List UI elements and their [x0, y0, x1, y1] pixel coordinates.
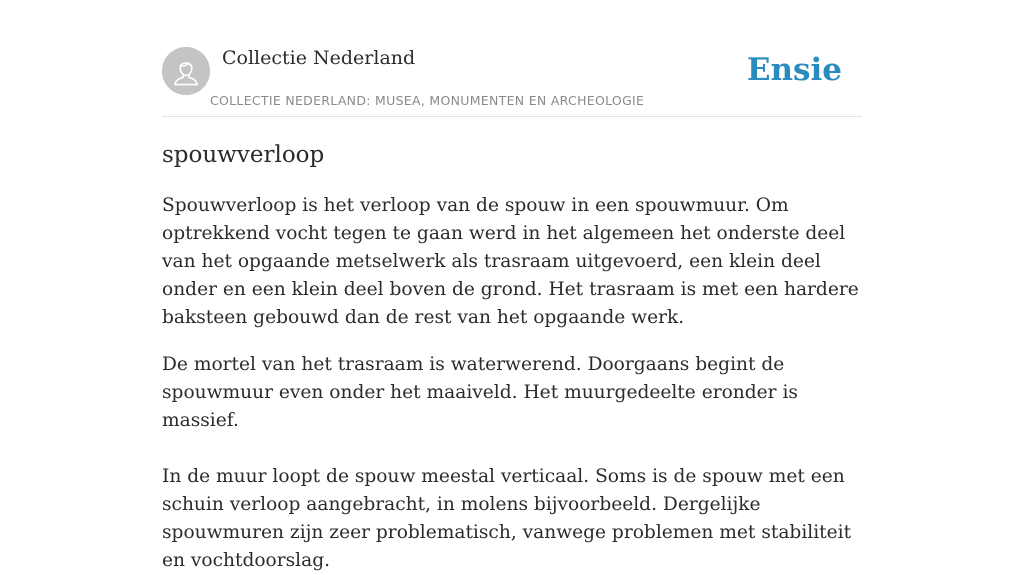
article-paragraph: De mortel van het trasraam is waterwerend. Doorgaans begint de spouwmuur even onder het maaiveld. Het muurgedeelte eronder is massief.	[162, 354, 798, 431]
article-body	[162, 192, 868, 575]
author-avatar[interactable]	[162, 47, 210, 95]
article-title: spouwverloop	[162, 142, 325, 168]
header	[162, 0, 862, 117]
author-name[interactable]: Collectie Nederland	[222, 47, 416, 69]
author-subtitle[interactable]: COLLECTIE NEDERLAND: MUSEA, MONUMENTEN EN ARCHEOLOGIE	[210, 93, 645, 108]
ensie-logo[interactable]: Ensie	[746, 52, 842, 88]
page	[162, 0, 862, 571]
article-paragraph: In de muur loopt de spouw meestal verticaal. Soms is de spouw met een schuin verloop aangebracht, in molens bijvoorbeeld. Dergelijke spouwmuren zijn zeer problematisch, vanwege problemen met stabiliteit en vochtdoorslag.	[162, 466, 852, 571]
user-silhouette-icon	[162, 47, 210, 95]
article-paragraph: Spouwverloop is het verloop van de spouw in een spouwmuur. Om optrekkend vocht tegen te gaan werd in het algemeen het onderste deel van het opgaande metselwerk als trasraam uitgevoerd, een klein deel onder en een klein deel boven de grond. Het trasraam is met een hardere baksteen gebouwd dan de rest van het opgaande werk.	[162, 195, 859, 328]
